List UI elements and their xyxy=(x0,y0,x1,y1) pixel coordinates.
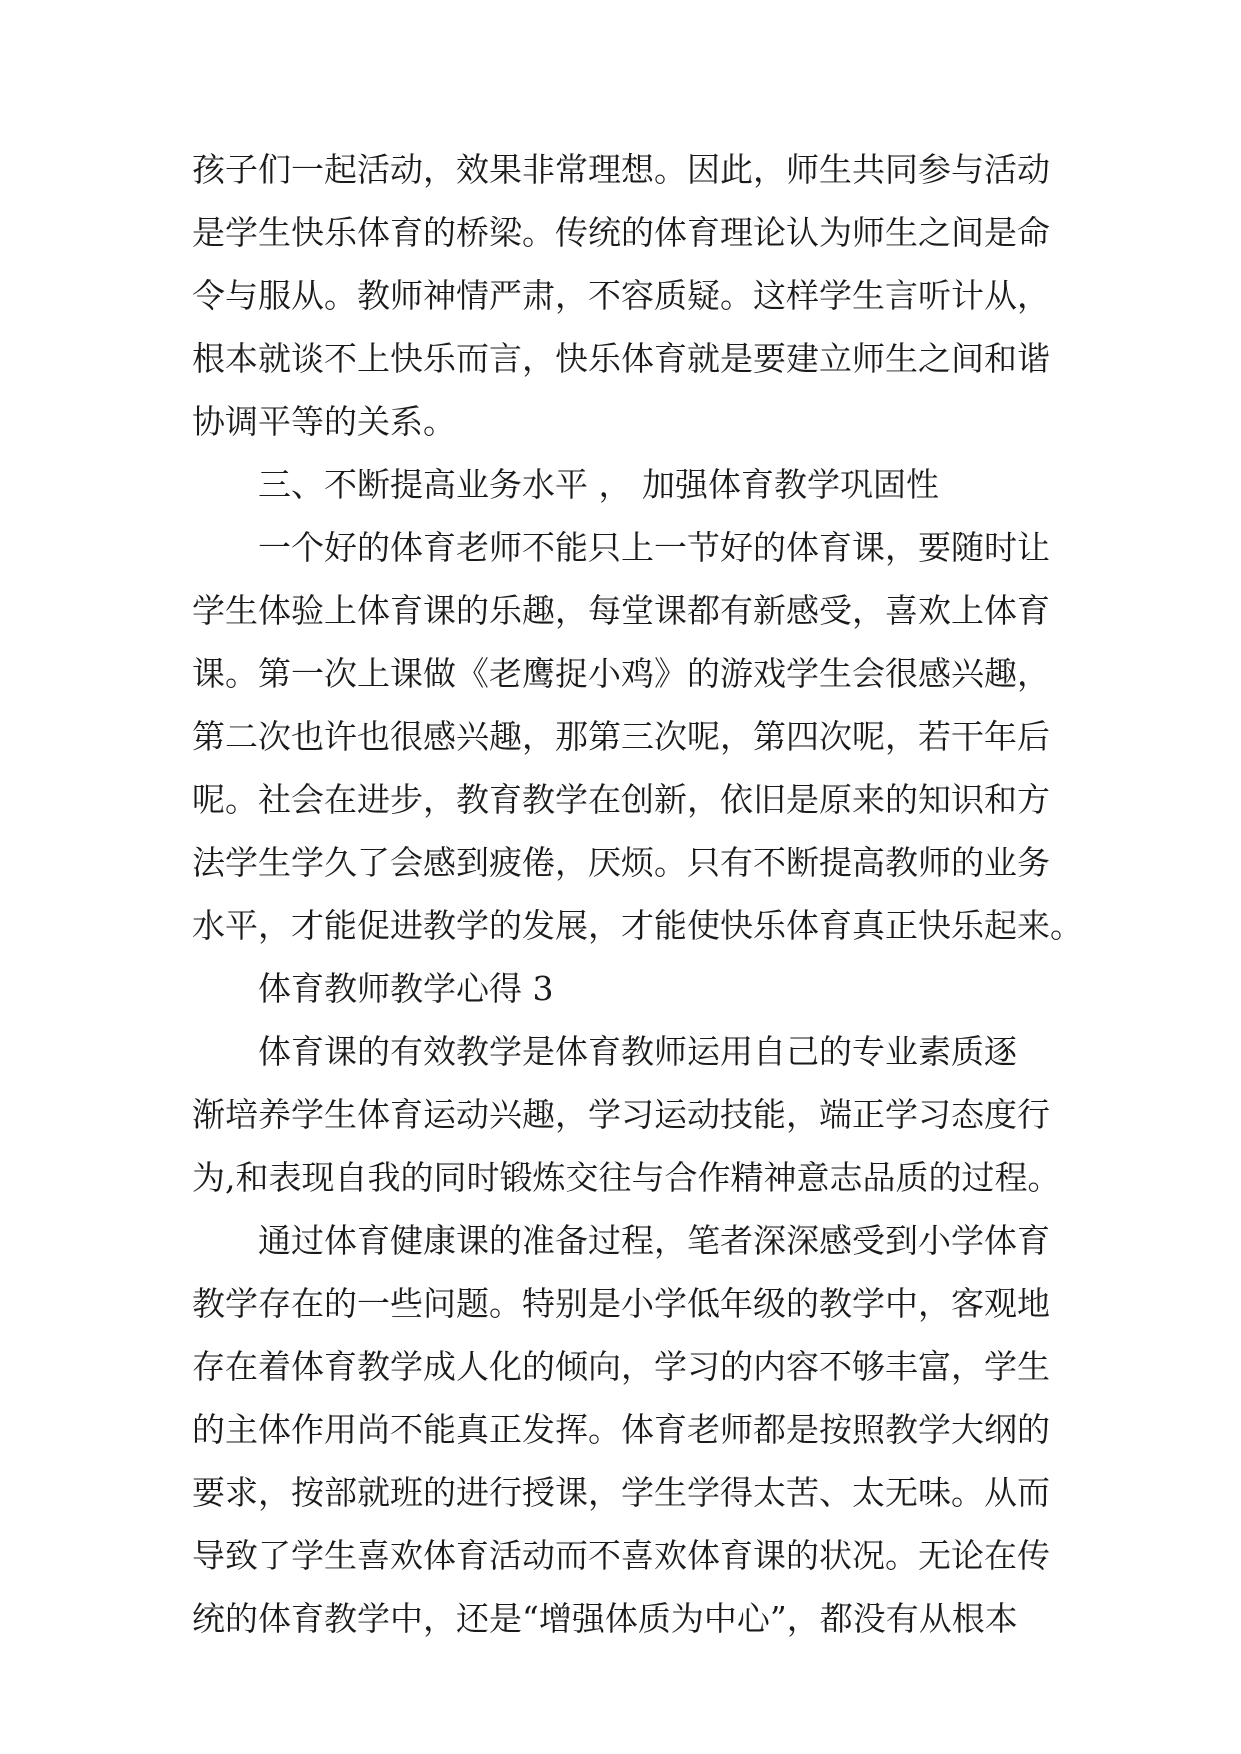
text-line: 要求，按部就班的进行授课，学生学得太苦、太无味。从而 xyxy=(192,1473,1050,1512)
text-line: 课。第一次上课做《老鹰捉小鸡》的游戏学生会很感兴趣， xyxy=(192,654,1050,693)
text-line: 渐培养学生体育运动兴趣，学习运动技能，端正学习态度行 xyxy=(192,1095,1050,1134)
text-line: 导致了学生喜欢体育活动而不喜欢体育课的状况。无论在传 xyxy=(192,1536,1050,1575)
text-line: 根本就谈不上快乐而言，快乐体育就是要建立师生之间和谐 xyxy=(192,339,1050,378)
text-line: 为,和表现自我的同时锻炼交往与合作精神意志品质的过程。 xyxy=(192,1158,1061,1197)
text-line: 孩子们一起活动，效果非常理想。因此，师生共同参与活动 xyxy=(192,150,1050,189)
section-heading: 体育教师教学心得 3 xyxy=(258,969,554,1008)
text-line: 教学存在的一些问题。特别是小学低年级的教学中，客观地 xyxy=(192,1284,1050,1323)
text-line: 协调平等的关系。 xyxy=(192,402,456,441)
text-line: 体育课的有效教学是体育教师运用自己的专业素质逐 xyxy=(258,1032,1017,1071)
section-heading: 三、不断提高业务水平 ， 加强体育教学巩固性 xyxy=(258,465,939,504)
text-line: 令与服从。教师神情严肃，不容质疑。这样学生言听计从， xyxy=(192,276,1050,315)
text-line: 水平，才能促进教学的发展，才能使快乐体育真正快乐起来。 xyxy=(192,906,1083,945)
text-line: 通过体育健康课的准备过程，笔者深深感受到小学体育 xyxy=(258,1221,1050,1260)
text-line: 第二次也许也很感兴趣，那第三次呢，第四次呢，若干年后 xyxy=(192,717,1050,756)
text-line: 一个好的体育老师不能只上一节好的体育课，要随时让 xyxy=(258,528,1050,567)
text-line: 呢。社会在进步，教育教学在创新，依旧是原来的知识和方 xyxy=(192,780,1050,819)
text-line: 统的体育教学中，还是“增强体质为中心”，都没有从根本 xyxy=(192,1599,1018,1638)
text-line: 存在着体育教学成人化的倾向，学习的内容不够丰富，学生 xyxy=(192,1347,1050,1386)
text-line: 的主体作用尚不能真正发挥。体育老师都是按照教学大纲的 xyxy=(192,1410,1050,1449)
text-line: 学生体验上体育课的乐趣，每堂课都有新感受，喜欢上体育 xyxy=(192,591,1050,630)
text-line: 是学生快乐体育的桥梁。传统的体育理论认为师生之间是命 xyxy=(192,213,1050,252)
text-line: 法学生学久了会感到疲倦，厌烦。只有不断提高教师的业务 xyxy=(192,843,1050,882)
